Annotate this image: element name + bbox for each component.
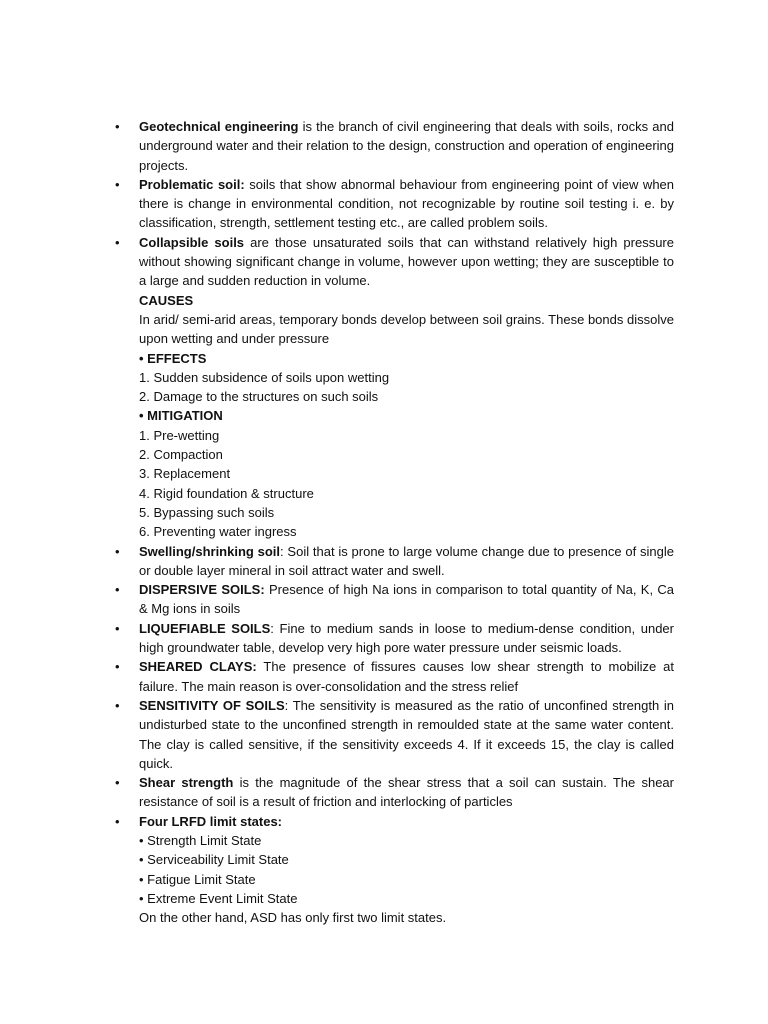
definition: Presence of high Na ions in comparison to total quantity of Na, K, Ca & Mg ions in soils bbox=[139, 582, 674, 617]
list-item-lrfd-limit-states bbox=[115, 812, 674, 928]
definition: soils that show abnormal behaviour from engineering point of view when there is change in environmental condition, not recognizable by routine soil testing i. e. by classification, strength, settlement testing etc., are called problem soils. bbox=[139, 176, 675, 231]
causes-text: In arid/ semi-arid areas, temporary bonds develop between soil grains. These bonds dissolve upon wetting and under pressure bbox=[139, 311, 674, 347]
list-item-problematic-soil bbox=[115, 175, 675, 233]
causes-heading: CAUSES bbox=[139, 292, 194, 308]
mitigation-heading: • MITIGATION bbox=[139, 408, 223, 424]
bullet-icon: • bbox=[115, 176, 120, 192]
list-item-shear-strength bbox=[115, 773, 674, 812]
term: SHEARED CLAYS: bbox=[139, 659, 257, 675]
term: Collapsible soils bbox=[139, 234, 245, 250]
list-item-geotechnical-engineering bbox=[115, 117, 674, 175]
mitigation-item: 6. Preventing water ingress bbox=[139, 524, 297, 540]
asd-note: On the other hand, ASD has only first two limit states. bbox=[139, 910, 447, 926]
definition: is the magnitude of the shear stress that a soil can sustain. The shear resistance of soil is a result of friction and interlocking of particles bbox=[139, 775, 674, 810]
limit-state-item: • Extreme Event Limit State bbox=[139, 890, 298, 906]
bullet-icon: • bbox=[115, 620, 120, 636]
limit-state-item: • Fatigue Limit State bbox=[139, 871, 256, 887]
bullet-icon: • bbox=[115, 775, 120, 791]
list-item-dispersive-soils bbox=[115, 580, 674, 619]
term: Swelling/shrinking soil bbox=[139, 543, 281, 559]
mitigation-item: 4. Rigid foundation & structure bbox=[139, 485, 314, 501]
effect-item: 2. Damage to the structures on such soils bbox=[139, 389, 379, 405]
document-body bbox=[115, 117, 675, 927]
bullet-icon: • bbox=[115, 697, 120, 713]
definition: are those unsaturated soils that can withstand relatively high pressure without showing significant change in volume, however upon wetting; they are susceptible to a large and sudden reduction in volume. bbox=[139, 234, 674, 289]
bullet-icon: • bbox=[115, 659, 120, 675]
bullet-icon: • bbox=[115, 813, 120, 829]
bullet-icon: • bbox=[115, 543, 120, 559]
list-item-collapsible-soils bbox=[115, 233, 674, 542]
term: LIQUEFIABLE SOILS bbox=[139, 620, 271, 636]
limit-state-item: • Serviceability Limit State bbox=[139, 852, 289, 868]
mitigation-item: 2. Compaction bbox=[139, 447, 223, 463]
term: Geotechnical engineering bbox=[139, 119, 299, 134]
list-item-sensitivity-of-soils bbox=[115, 696, 675, 773]
bullet-icon: • bbox=[115, 582, 120, 598]
list-item-liquefiable-soils bbox=[115, 619, 674, 658]
mitigation-item: 3. Replacement bbox=[139, 466, 231, 482]
list-item-sheared-clays bbox=[115, 657, 675, 696]
definition: The presence of fissures causes low shear strength to mobilize at failure. The main reason is over-consolidation and the stress relief bbox=[139, 659, 675, 694]
definition: : Soil that is prone to large volume change due to presence of single or double layer mineral in soil attract water and swell. bbox=[139, 543, 674, 578]
term: Four LRFD limit states: bbox=[139, 813, 283, 829]
definition: : The sensitivity is measured as the ratio of unconfined strength in undisturbed state to the unconfined strength in remoulded state at the same water content. The clay is called sensitive, if the sensitivity exceeds 4. If it exceeds 15, the clay is called quick. bbox=[139, 697, 675, 771]
effects-heading: • EFFECTS bbox=[139, 350, 207, 366]
bullet-icon: • bbox=[115, 119, 120, 134]
term: Shear strength bbox=[139, 775, 234, 791]
mitigation-item: 1. Pre-wetting bbox=[139, 427, 220, 443]
bullet-icon: • bbox=[115, 234, 120, 250]
term: SENSITIVITY OF SOILS bbox=[139, 697, 285, 713]
limit-state-item: • Strength Limit State bbox=[139, 832, 262, 848]
effect-item: 1. Sudden subsidence of soils upon wetting bbox=[139, 369, 390, 385]
definition: : Fine to medium sands in loose to medium-dense condition, under high groundwater table, develop very high pore water pressure under seismic loads. bbox=[139, 620, 674, 656]
term: DISPERSIVE SOILS: bbox=[139, 582, 265, 598]
definition: is the branch of civil engineering that deals with soils, rocks and underground water and their relation to the design, construction and operation of engineering projects. bbox=[139, 119, 674, 173]
term: Problematic soil: bbox=[139, 176, 245, 192]
list-item-swelling-shrinking-soil bbox=[115, 542, 674, 581]
mitigation-item: 5. Bypassing such soils bbox=[139, 504, 275, 520]
